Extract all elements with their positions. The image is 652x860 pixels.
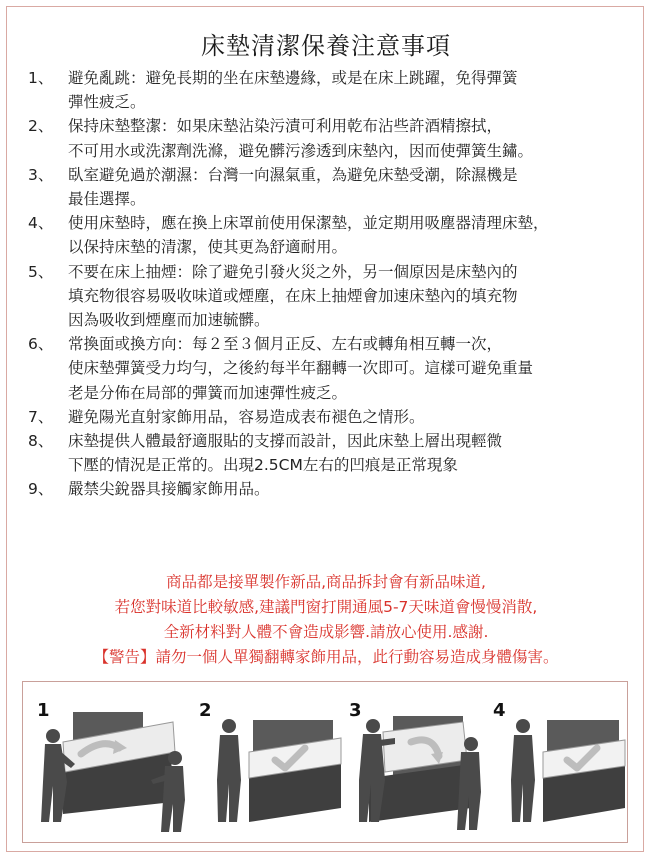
step-number-3: 3 [349,700,362,721]
list-item-6 [28,332,638,405]
step-2-scene [217,719,341,822]
list-item-2 [28,114,638,162]
care-instructions-list [28,66,638,502]
item-text: 填充物很容易吸收味道或煙塵，在床上抽煙會加速床墊內的填充物 [68,286,518,305]
item-number: 6、 [28,335,54,354]
item-number: 4、 [28,214,54,233]
item-text: 因為吸收到煙塵而加速毓髒。 [68,311,270,330]
illustration-drawing [23,682,627,842]
notice-line: 若您對味道比較敏感,建議門窗打開通風5-7天味道會慢慢消散, [114,598,538,616]
list-item-4 [28,211,638,259]
notice-line: 商品都是接單製作新品,商品拆封會有新品味道, [166,573,486,591]
item-number: 2、 [28,117,54,136]
step-4-scene [511,719,625,822]
page-title: 床墊清潔保養注意事項 [201,32,451,60]
list-item-3 [28,163,638,211]
list-item-8 [28,429,638,477]
item-number: 5、 [28,262,54,281]
list-item-7 [28,405,638,429]
item-text: 避免陽光直射家飾用品，容易造成表布褪色之情形。 [68,407,425,426]
step-3-scene [359,716,481,830]
item-text: 臥室避免過於潮濕：台灣一向濕氣重，為避免床墊受潮，除濕機是 [68,165,518,184]
warning-text: 請勿一個人單獨翻轉家飾用品，此行動容易造成身體傷害。 [155,648,559,666]
item-text: 最佳選擇。 [68,190,146,209]
item-number: 3、 [28,165,54,184]
item-text: 常換面或換方向：每２至３個月正反、左右或轉角相互轉一次， [68,335,503,354]
notice-block [0,570,652,670]
item-text: 床墊提供人體最舒適服貼的支撐而設計，因此床墊上層出現輕微 [68,432,503,451]
item-number: 1、 [28,69,54,87]
item-text: 保持床墊整潔：如果床墊沾染污漬可利用乾布沾些許酒精擦拭， [68,117,503,136]
item-text: 嚴禁尖銳器具接觸家飾用品。 [68,480,270,499]
warning-tag: 【警告】 [93,648,156,666]
item-text: 下壓的情況是正常的。出現2.5CM左右的凹痕是正常現象 [68,456,458,475]
list-item-5 [28,260,638,333]
item-text: 不要在床上抽煙：除了避免引發火災之外，另一個原因是床墊內的 [68,262,518,281]
item-text: 使床墊彈簧受力均勻，之後約每半年翻轉一次即可。這樣可避免重量 [68,359,534,378]
step-number-4: 4 [493,700,506,721]
item-number: 8、 [28,432,54,451]
item-text: 避免亂跳：避免長期的坐在床墊邊緣，或是在床上跳躍，免得彈簧 [68,69,518,87]
warning-line [0,645,652,670]
item-text: 老是分佈在局部的彈簧而加速彈性疲乏。 [68,383,348,402]
item-text: 不可用水或洗潔劑洗滌，避免髒污滲透到床墊內，因而使彈簧生鏽。 [68,141,534,160]
step-number-2: 2 [199,700,212,721]
item-text: 使用床墊時，應在換上床罩前使用保潔墊，並定期用吸塵器清理床墊， [68,214,549,233]
step-1-scene [41,712,185,832]
item-text: 以保持床墊的清潔，使其更為舒適耐用。 [68,238,348,257]
item-text: 彈性疲乏。 [68,93,146,112]
list-item-1 [28,66,638,114]
mattress-rotation-illustration [22,681,628,843]
notice-line: 全新材料對人體不會造成影響.請放心使用.感謝. [163,623,489,641]
item-number: 7、 [28,407,54,426]
item-number: 9、 [28,480,54,499]
list-item-9 [28,477,638,501]
step-number-1: 1 [37,700,50,721]
